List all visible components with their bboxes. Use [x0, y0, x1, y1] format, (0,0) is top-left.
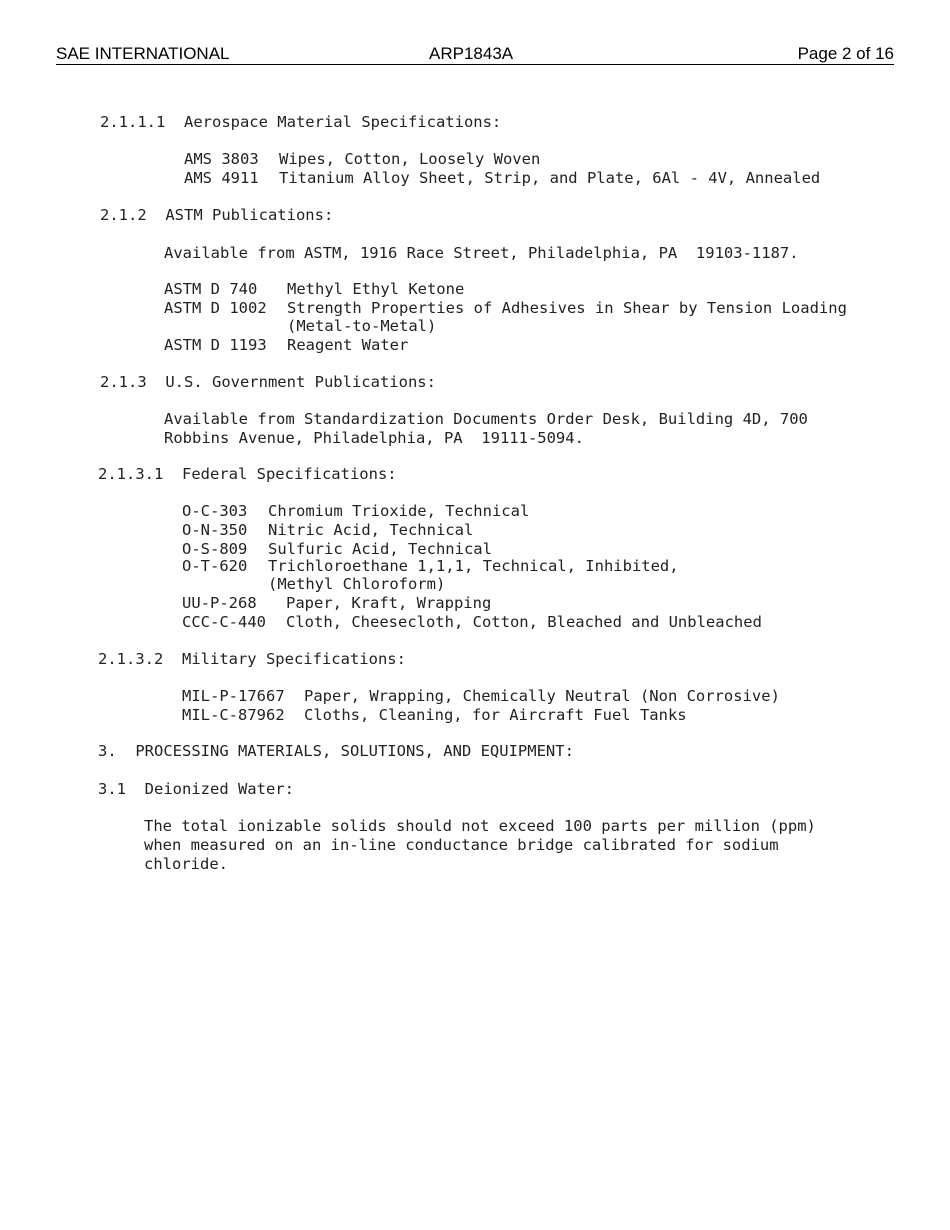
gov-availability-line-2: Robbins Avenue, Philadelphia, PA 19111-5094. — [164, 429, 584, 447]
spec-code: O-N-350 — [182, 521, 248, 539]
spec-description: Strength Properties of Adhesives in Shear by Tension Loading — [287, 299, 847, 317]
section-heading-2-1-3-2: 2.1.3.2 Military Specifications: — [98, 650, 406, 668]
spec-code: O-S-809 — [182, 540, 248, 558]
spec-description: Methyl Ethyl Ketone — [287, 280, 465, 298]
spec-code: AMS 3803 — [184, 150, 259, 168]
section-heading-2-1-1-1: 2.1.1.1 Aerospace Material Specifications: — [100, 113, 502, 131]
gov-availability-line-1: Available from Standardization Documents Order Desk, Building 4D, 700 — [164, 410, 808, 428]
spec-description: Paper, Wrapping, Chemically Neutral (Non Corrosive) — [304, 687, 780, 705]
section-heading-2-1-3: 2.1.3 U.S. Government Publications: — [100, 373, 436, 391]
section-heading-2-1-2: 2.1.2 ASTM Publications: — [100, 206, 334, 224]
publisher-name: SAE INTERNATIONAL — [56, 44, 230, 63]
spec-code: CCC-C-440 — [182, 613, 266, 631]
spec-code: ASTM D 1193 — [164, 336, 267, 354]
document-number: ARP1843A — [429, 44, 514, 63]
astm-availability: Available from ASTM, 1916 Race Street, Philadelphia, PA 19103-1187. — [164, 244, 799, 262]
spec-description: Cloth, Cheesecloth, Cotton, Bleached and Unbleached — [286, 613, 762, 631]
spec-code: O-C-303 — [182, 502, 248, 520]
spec-code: O-T-620 — [182, 557, 248, 575]
deionized-water-text-line-2: when measured on an in-line conductance bridge calibrated for sodium — [144, 836, 779, 854]
spec-description: Titanium Alloy Sheet, Strip, and Plate, 6Al - 4V, Annealed — [279, 169, 821, 187]
section-heading-3: 3. PROCESSING MATERIALS, SOLUTIONS, AND EQUIPMENT: — [98, 742, 574, 760]
spec-description: Sulfuric Acid, Technical — [268, 540, 492, 558]
spec-description-continued: (Metal-to-Metal) — [287, 317, 437, 335]
spec-code: ASTM D 1002 — [164, 299, 267, 317]
spec-code: UU-P-268 — [182, 594, 257, 612]
spec-description: Wipes, Cotton, Loosely Woven — [279, 150, 541, 168]
page-number: Page 2 of 16 — [797, 44, 894, 63]
spec-description: Chromium Trioxide, Technical — [268, 502, 530, 520]
deionized-water-text-line-3: chloride. — [144, 855, 228, 873]
spec-description: Paper, Kraft, Wrapping — [286, 594, 492, 612]
spec-code: ASTM D 740 — [164, 280, 258, 298]
page-header — [56, 44, 894, 65]
section-heading-2-1-3-1: 2.1.3.1 Federal Specifications: — [98, 465, 397, 483]
spec-code: MIL-C-87962 — [182, 706, 285, 724]
spec-code: AMS 4911 — [184, 169, 259, 187]
spec-description-continued: (Methyl Chloroform) — [268, 575, 446, 593]
spec-description: Trichloroethane 1,1,1, Technical, Inhibited, — [268, 557, 679, 575]
deionized-water-text-line-1: The total ionizable solids should not exceed 100 parts per million (ppm) — [144, 817, 816, 835]
spec-code: MIL-P-17667 — [182, 687, 285, 705]
spec-description: Nitric Acid, Technical — [268, 521, 474, 539]
spec-description: Reagent Water — [287, 336, 409, 354]
section-heading-3-1: 3.1 Deionized Water: — [98, 780, 294, 798]
spec-description: Cloths, Cleaning, for Aircraft Fuel Tanks — [304, 706, 687, 724]
